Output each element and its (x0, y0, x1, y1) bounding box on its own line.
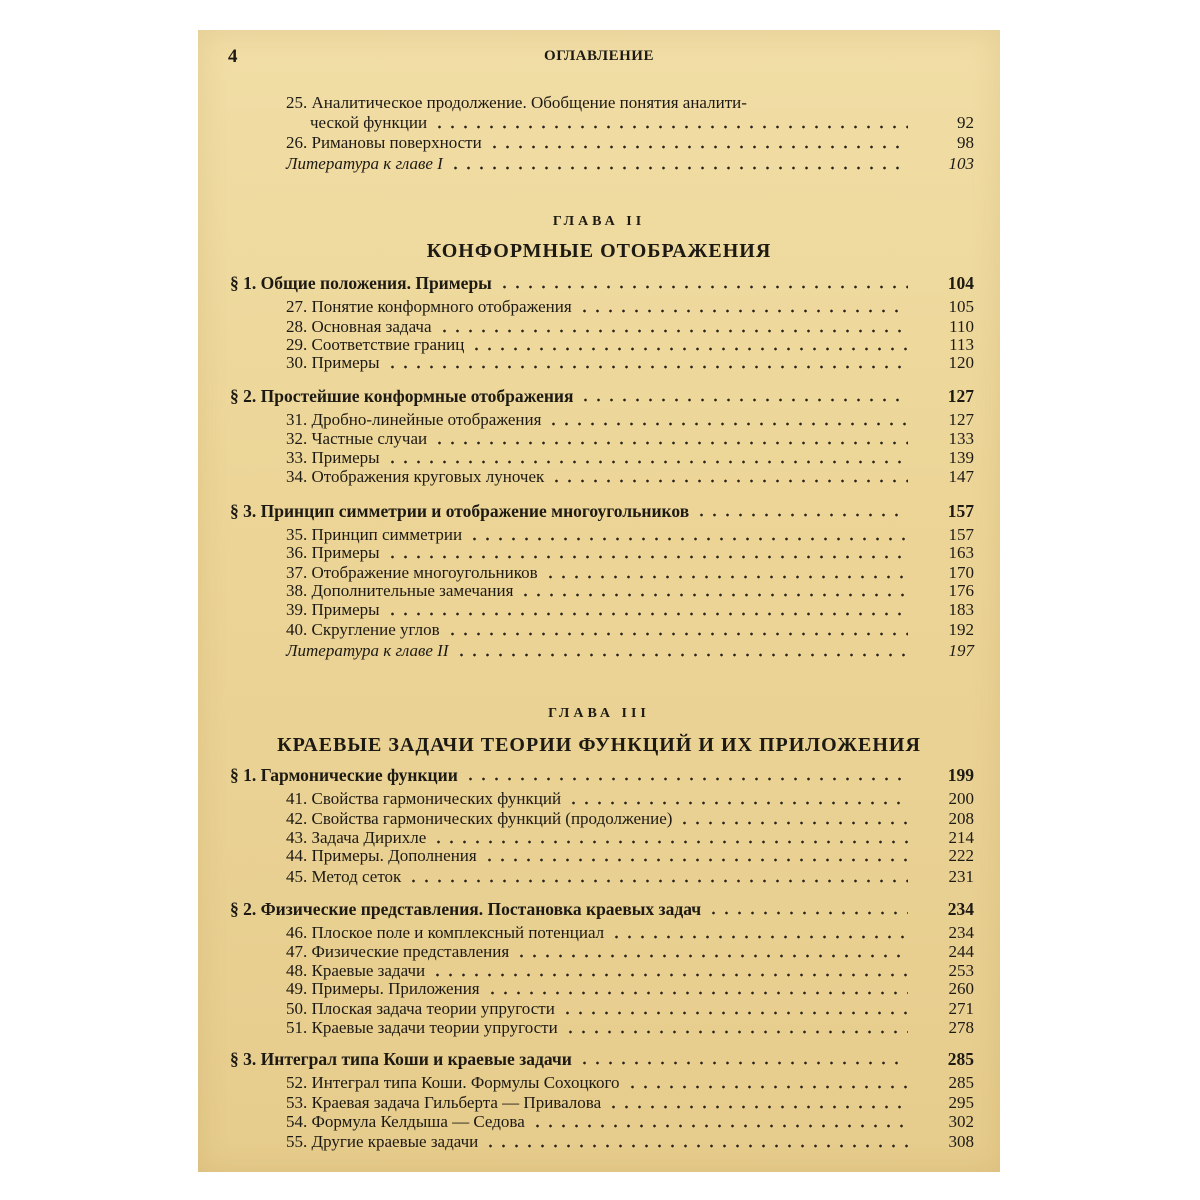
toc-entry-25-line1: 25. Аналитическое продолжение. Обобщение понятия аналити- (286, 93, 747, 112)
dot-leader (449, 166, 908, 170)
dot-leader (488, 145, 908, 149)
toc-section (198, 272, 1000, 293)
dot-leader (515, 954, 908, 958)
toc-entry-page: 231 (948, 867, 974, 886)
dot-leader (678, 821, 908, 825)
toc-section (198, 500, 1000, 521)
toc-entry (198, 941, 1000, 962)
toc-entry-page: 183 (948, 600, 974, 619)
toc-entry-label: 32. Частные случаи (286, 429, 428, 448)
dot-leader (579, 398, 908, 402)
toc-entry (198, 447, 1000, 468)
toc-entry-lit-1: Литература к главе I 103 (286, 154, 974, 173)
dot-leader (626, 1085, 908, 1089)
toc-entry-label: 40. Скругление углов (286, 620, 440, 639)
toc-entry (198, 808, 1000, 829)
toc-entry-page: 244 (948, 942, 974, 961)
dot-leader (519, 593, 908, 597)
toc-entry-label: § 3. Принцип симметрии и отображение многоугольников (230, 501, 690, 521)
dot-leader (483, 858, 908, 862)
toc-entry-page: 285 (947, 1049, 974, 1069)
toc-section (198, 898, 1000, 919)
dot-leader (407, 879, 908, 883)
toc-entry-page: 285 (948, 1073, 974, 1092)
dot-leader (432, 840, 908, 844)
toc-entry-26: 26. Римановы поверхности 98 (286, 133, 974, 152)
toc-entry-label: 50. Плоская задача теории упругости (286, 999, 555, 1018)
chapter-2-title: КОНФОРМНЫЕ ОТОБРАЖЕНИЯ (426, 240, 772, 262)
toc-entry-label: 47. Физические представления (286, 942, 510, 961)
toc-entry-page: 127 (948, 410, 974, 429)
toc-entry (198, 599, 1000, 620)
page-number: 4 (228, 46, 238, 67)
toc-entry (198, 1111, 1000, 1132)
page-heading: ОГЛАВЛЕНИЕ (544, 48, 654, 64)
toc-entry-label: 43. Задача Дирихле (286, 828, 427, 847)
dot-leader (433, 441, 908, 445)
toc-entry-page: 163 (948, 543, 974, 562)
dot-leader (578, 1061, 908, 1065)
toc-entry-page: 260 (948, 979, 974, 998)
dot-leader (547, 422, 908, 426)
toc-entry-page: 302 (948, 1112, 974, 1131)
toc-entry-page: 176 (948, 581, 974, 600)
dot-leader (564, 1030, 908, 1034)
toc-section (198, 1048, 1000, 1069)
toc-entry-label: 38. Дополнительные замечания (286, 581, 514, 600)
toc-section (198, 764, 1000, 785)
toc-entry-25-line2: ческой функции 92 (310, 113, 974, 132)
toc-entry-page: 271 (948, 999, 974, 1018)
toc-entry-label: 29. Соответствие границ (286, 335, 465, 354)
book-page (198, 30, 1000, 1172)
toc-entry-page: 127 (947, 386, 974, 406)
dot-leader (446, 632, 908, 636)
toc-entry-label: § 1. Гармонические функции (230, 765, 458, 785)
toc-entry-label: § 1. Общие положения. Примеры (230, 273, 492, 293)
dot-leader (550, 479, 908, 483)
toc-entry (198, 580, 1000, 601)
toc-entry (198, 1131, 1000, 1152)
toc-entry-page: 157 (948, 525, 974, 544)
toc-entry (198, 466, 1000, 487)
chapter-2-label: ГЛАВА II (552, 214, 646, 229)
dot-leader (561, 1011, 908, 1015)
toc-entry-label: 55. Другие краевые задачи (286, 1132, 479, 1151)
dot-leader (610, 935, 908, 939)
dot-leader (484, 1144, 908, 1148)
toc-entry-page: 157 (947, 501, 974, 521)
toc-entry-label: 41. Свойства гармонических функций (286, 789, 562, 808)
toc-entry (198, 409, 1000, 430)
toc-entry-label: 46. Плоское поле и комплексный потенциал (286, 923, 605, 942)
toc-entry-page: 200 (948, 789, 974, 808)
toc-entry-label: 27. Понятие конформного отображения (286, 297, 572, 316)
toc-entry (198, 845, 1000, 866)
dot-leader (386, 460, 908, 464)
toc-entry-page: 113 (949, 335, 974, 354)
toc-entry-page: 222 (948, 846, 974, 865)
toc-entry-label: 30. Примеры (286, 353, 380, 372)
dot-leader (433, 125, 908, 129)
toc-entry-label: 49. Примеры. Приложения (286, 979, 480, 998)
dot-leader (438, 329, 908, 333)
toc-entry-label: 45. Метод сеток (286, 867, 402, 886)
toc-entry-page: 197 (948, 641, 974, 660)
toc-entry-page: 110 (949, 317, 974, 336)
toc-entry-page: 104 (947, 273, 974, 293)
toc-entry-page: 234 (947, 899, 974, 919)
toc-entry-label: § 2. Физические представления. Постановка краевых задач (230, 899, 702, 919)
toc-entry-label: 53. Краевая задача Гильберта — Привалова (286, 1093, 602, 1112)
dot-leader (455, 653, 909, 657)
toc-entry-label: 48. Краевые задачи (286, 961, 426, 980)
toc-entry (198, 866, 1000, 887)
toc-entry (198, 542, 1000, 563)
toc-entry-page: 170 (948, 563, 974, 582)
toc-entry-page: 214 (948, 828, 974, 847)
toc-entry-page: 133 (948, 429, 974, 448)
toc-entry-page: 139 (948, 448, 974, 467)
toc-entry-label: 36. Примеры (286, 543, 380, 562)
toc-entry (198, 1017, 1000, 1038)
toc-entry-page: 208 (948, 809, 974, 828)
dot-leader (464, 777, 908, 781)
toc-entry-label: 33. Примеры (286, 448, 380, 467)
toc-entry-label: 52. Интеграл типа Коши. Формулы Сохоцкого (286, 1073, 620, 1092)
dot-leader (707, 911, 908, 915)
toc-entry-page: 147 (948, 467, 974, 486)
toc-entry-page: 308 (948, 1132, 974, 1151)
toc-entry (198, 978, 1000, 999)
toc-entry-label: 34. Отображения круговых луночек (286, 467, 545, 486)
toc-entry-label: 42. Свойства гармонических функций (продолжение) (286, 809, 673, 828)
dot-leader (531, 1124, 908, 1128)
dot-leader (431, 973, 908, 977)
toc-entry-page: 199 (947, 765, 974, 785)
dot-leader (386, 555, 908, 559)
toc-entry-page: 234 (948, 923, 974, 942)
toc-entry-label: 28. Основная задача (286, 317, 432, 336)
toc-entry-label: 37. Отображение многоугольников (286, 563, 538, 582)
toc-entry-page: 105 (948, 297, 974, 316)
toc-entry (198, 998, 1000, 1019)
toc-section (198, 385, 1000, 406)
dot-leader (567, 801, 908, 805)
dot-leader (544, 575, 908, 579)
dot-leader (486, 991, 908, 995)
toc-entry-label: 54. Формула Келдыша — Седова (286, 1112, 525, 1131)
toc-entry-label: 35. Принцип симметрии (286, 525, 463, 544)
dot-leader (578, 309, 908, 313)
toc-entry-label: § 2. Простейшие конформные отображения (230, 386, 574, 406)
dot-leader (695, 513, 908, 517)
toc-entry-page: 192 (948, 620, 974, 639)
toc-entry (198, 352, 1000, 373)
dot-leader (470, 347, 908, 351)
toc-entry-label: 51. Краевые задачи теории упругости (286, 1018, 558, 1037)
dot-leader (468, 537, 908, 541)
toc-entry-label: 44. Примеры. Дополнения (286, 846, 477, 865)
dot-leader (498, 285, 908, 289)
toc-entry-label: § 3. Интеграл типа Коши и краевые задачи (230, 1049, 572, 1069)
toc-entry-page: 295 (948, 1093, 974, 1112)
toc-entry (198, 1092, 1000, 1113)
toc-entry-page: 253 (948, 961, 974, 980)
chapter-3-title: КРАЕВЫЕ ЗАДАЧИ ТЕОРИИ ФУНКЦИЙ И ИХ ПРИЛОЖЕНИЯ (277, 734, 921, 756)
toc-entry (198, 619, 1000, 640)
dot-leader (386, 365, 908, 369)
toc-entry-label: 31. Дробно-линейные отображения (286, 410, 542, 429)
toc-entry (198, 296, 1000, 317)
toc-entry (198, 788, 1000, 809)
toc-entry-label: Литература к главе II (286, 641, 449, 660)
toc-entry-page: 278 (948, 1018, 974, 1037)
toc-entry (198, 428, 1000, 449)
dot-leader (607, 1105, 908, 1109)
toc-entry-page: 120 (948, 353, 974, 372)
toc-literature (198, 640, 1000, 661)
toc-entry-label: 39. Примеры (286, 600, 380, 619)
toc-entry (198, 1072, 1000, 1093)
dot-leader (386, 612, 908, 616)
chapter-3-label: ГЛАВА III (548, 706, 650, 721)
toc-entry (198, 922, 1000, 943)
